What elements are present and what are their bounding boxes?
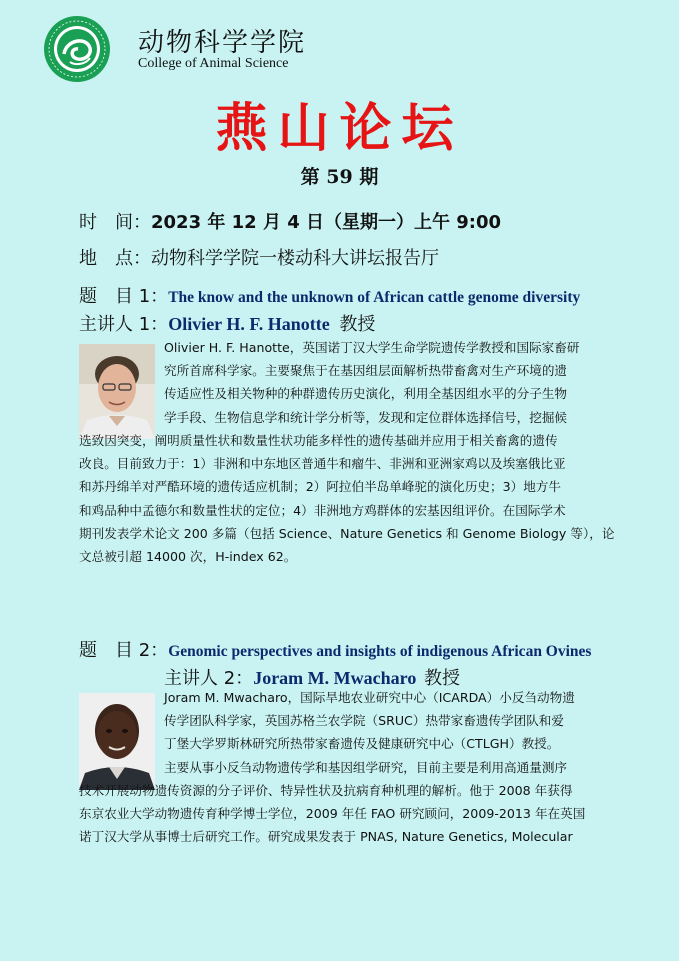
talk2-speaker-label: 主讲人 2： — [164, 668, 254, 689]
talk1-bio-line: Olivier H. F. Hanotte，英国诺丁汉大学生命学院遗传学教授和国际家畜研 — [164, 340, 580, 355]
talk2-bio-line: 传学团队科学家，英国苏格兰农学院（SRUC）热带家畜遗传学团队和爱 — [164, 713, 564, 729]
place-value: 动物科学学院一楼动科大讲坛报告厅 — [151, 248, 439, 269]
talk2-bio-bottom — [79, 779, 644, 849]
talk1-bio-line: 和苏丹绵羊对严酷环境的遗传适应机制；2）阿拉伯半岛单峰驼的演化历史；3）地方牛 — [79, 479, 561, 495]
talk2-topic-label: 题 目 2： — [79, 640, 169, 661]
talk2-bio-top — [164, 686, 644, 779]
talk2-bio-line: 诺丁汉大学从事博士后研究工作。研究成果发表于 PNAS, Nature Genetics, Molecular — [79, 829, 573, 845]
talk1-topic-row — [79, 282, 580, 308]
talk1-topic: The know and the unknown of African cattle genome diversity — [168, 289, 581, 306]
speaker1-photo — [79, 344, 155, 439]
time-label: 时 间： — [79, 212, 151, 233]
talk2-topic-row — [79, 636, 591, 662]
talk1-bio-line: 改良。目前致力于：1）非洲和中东地区普通牛和瘤牛、非洲和亚洲家鸡以及埃塞俄比亚 — [79, 456, 566, 472]
talk2-bio-line: 东京农业大学动物遗传育种学博士学位，2009 年任 FAO 研究顾问，2009-2013 年在英国 — [79, 806, 586, 822]
talk2-bio-line: 技术开展动物遗传资源的分子评价、特异性状及抗病育种机理的解析。他于 2008 年获得 — [79, 783, 573, 798]
talk2-speaker-name: Joram M. Mwacharo — [253, 668, 417, 688]
college-name-en: College of Animal Science — [138, 56, 289, 71]
talk1-bio-line: 选致因突变，阐明质量性状和数量性状功能多样性的遗传基础并应用于相关畜禽的遗传 — [79, 433, 558, 448]
talk2-bio-line: 丁堡大学罗斯林研究所热带家畜遗传及健康研究中心（CTLGH）教授。 — [164, 736, 560, 752]
college-name-cn: 动物科学学院 — [138, 28, 307, 58]
talk1-bio-line: 学手段、生物信息学和统计学分析等，发现和定位群体选择信号，挖掘候 — [164, 409, 567, 425]
talk1-speaker-name: Olivier H. F. Hanotte — [168, 314, 330, 334]
talk1-bio-line: 究所首席科学家。主要聚焦于在基因组层面解析热带畜禽对生产环境的遗 — [164, 363, 567, 379]
university-seal-icon — [42, 14, 112, 84]
time-value: 2023 年 12 月 4 日（星期一）上午 9:00 — [151, 212, 502, 233]
talk2-speaker-title: 教授 — [424, 668, 461, 689]
talk2-topic: Genomic perspectives and insights of indigenous African Ovines — [168, 643, 592, 660]
talk1-topic-label: 题 目 1： — [79, 286, 169, 307]
place-label: 地 点： — [79, 248, 151, 269]
forum-title: 燕山论坛 — [215, 98, 464, 159]
issue-number: 第 59 期 — [300, 166, 379, 188]
talk1-bio-line: 文总被引超 14000 次，H-index 62。 — [79, 548, 297, 564]
time-row — [79, 208, 501, 234]
talk2-bio-line: Joram M. Mwacharo，国际旱地农业研究中心（ICARDA）小反刍动物遗 — [164, 690, 575, 705]
talk1-bio-line: 和鸡品种中孟德尔和数量性状的定位；4）非洲地方鸡群体的宏基因组评价。在国际学术 — [79, 502, 566, 518]
talk1-bio-line: 期刊发表学术论文 200 多篇（包括 Science、Nature Genetics 和 Genome Biology 等），论 — [79, 525, 615, 541]
speaker2-photo — [79, 693, 155, 790]
talk1-speaker-row — [79, 310, 375, 336]
talk1-bio-line: 传适应性及相关物种的种群遗传历史演化，利用全基因组水平的分子生物 — [164, 386, 567, 402]
talk1-bio-top — [164, 336, 644, 429]
talk2-bio-line: 主要从事小反刍动物遗传学和基因组学研究，目前主要是利用高通量测序 — [164, 759, 567, 775]
header — [42, 14, 342, 86]
talk1-speaker-title: 教授 — [339, 314, 376, 335]
talk1-speaker-label: 主讲人 1： — [79, 314, 169, 335]
place-row — [79, 244, 439, 270]
talk1-bio-bottom — [79, 429, 644, 568]
